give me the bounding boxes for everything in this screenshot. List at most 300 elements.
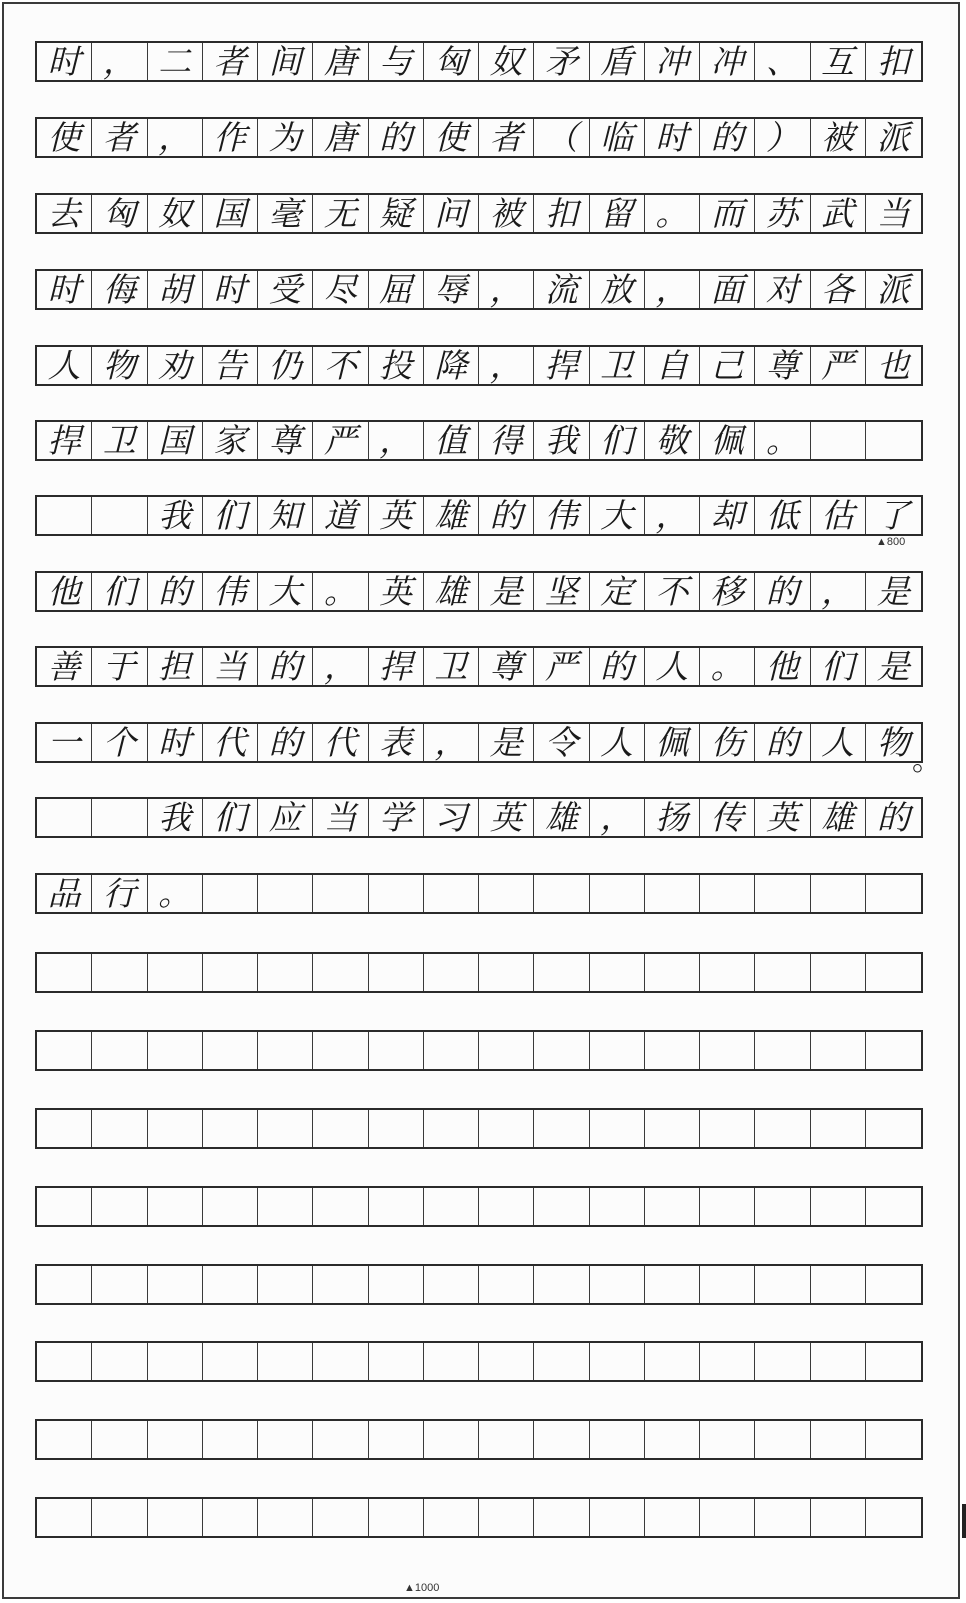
grid-cell	[148, 1188, 203, 1225]
grid-row	[35, 1497, 923, 1538]
grid-row	[35, 1186, 923, 1227]
grid-cell: 问	[424, 195, 479, 232]
grid-cell: 移	[700, 573, 755, 610]
grid-cell: 作	[203, 119, 258, 156]
grid-cell	[313, 1499, 368, 1536]
grid-cell	[811, 422, 866, 459]
grid-cell: 们	[203, 497, 258, 534]
grid-cell	[424, 1032, 479, 1069]
grid-cell: 的	[590, 648, 645, 685]
grid-cell: ，	[92, 43, 147, 80]
grid-cell: 使	[37, 119, 92, 156]
grid-cell: 是	[876, 572, 910, 611]
grid-cell: 英	[369, 573, 424, 610]
grid-cell: 人	[811, 724, 866, 761]
grid-cell: 辱	[424, 271, 479, 308]
grid-cell: 。	[755, 422, 810, 459]
grid-cell: 当	[203, 648, 258, 685]
grid-cell	[866, 1266, 921, 1303]
grid-cell: 面	[700, 271, 755, 308]
grid-cell	[811, 875, 866, 912]
grid-cell: 匈	[92, 195, 147, 232]
grid-cell	[203, 1266, 258, 1303]
grid-cell: 的	[258, 724, 313, 761]
grid-cell	[866, 1421, 921, 1458]
grid-cell	[258, 954, 313, 991]
grid-cell: 者	[479, 119, 534, 156]
grid-cell	[811, 1110, 866, 1147]
grid-cell	[534, 875, 589, 912]
grid-cell: 的	[479, 497, 534, 534]
grid-cell	[92, 799, 147, 836]
grid-cell	[645, 1343, 700, 1380]
grid-cell: 唐	[313, 43, 368, 80]
grid-cell	[313, 875, 368, 912]
grid-cell: 值	[424, 422, 479, 459]
grid-cell	[534, 1499, 589, 1536]
grid-cell	[369, 1421, 424, 1458]
grid-cell: 雄	[811, 799, 866, 836]
grid-cell	[369, 1032, 424, 1069]
grid-cell: 。	[313, 573, 368, 610]
grid-cell: 捍	[37, 422, 92, 459]
grid-cell: 而	[700, 195, 755, 232]
grid-cell: 家	[203, 422, 258, 459]
grid-cell: 受	[258, 271, 313, 308]
grid-cell	[203, 954, 258, 991]
grid-cell: 卫	[424, 648, 479, 685]
grid-cell	[313, 1032, 368, 1069]
grid-cell: 大	[258, 573, 313, 610]
grid-cell	[645, 1188, 700, 1225]
grid-cell	[258, 1266, 313, 1303]
grid-cell	[148, 1266, 203, 1303]
grid-cell	[479, 875, 534, 912]
grid-row	[35, 193, 923, 234]
grid-cell: 被	[479, 195, 534, 232]
grid-cell	[148, 954, 203, 991]
grid-cell: 时	[37, 43, 92, 80]
grid-cell	[37, 1110, 92, 1147]
grid-cell: 代	[313, 724, 368, 761]
grid-cell: 道	[313, 497, 368, 534]
grid-cell: 自	[645, 347, 700, 384]
grid-cell: 于	[92, 648, 147, 685]
grid-cell: ，	[645, 271, 700, 308]
grid-cell: 们	[590, 422, 645, 459]
grid-cell	[645, 1421, 700, 1458]
grid-cell	[811, 1421, 866, 1458]
grid-cell: 物	[876, 723, 910, 762]
grid-cell: 令	[534, 724, 589, 761]
grid-cell	[590, 1421, 645, 1458]
grid-cell	[700, 1188, 755, 1225]
grid-cell: 伤	[700, 724, 755, 761]
grid-cell	[645, 954, 700, 991]
grid-cell	[313, 1266, 368, 1303]
grid-cell: 唐	[313, 119, 368, 156]
grid-cell: 与	[369, 43, 424, 80]
grid-cell: 伟	[203, 573, 258, 610]
grid-cell: 奴	[148, 195, 203, 232]
grid-cell: 担	[148, 648, 203, 685]
grid-cell	[203, 1499, 258, 1536]
grid-cell: 他	[37, 573, 92, 610]
grid-cell: 放	[590, 271, 645, 308]
grid-cell: 武	[811, 195, 866, 232]
grid-cell	[700, 1499, 755, 1536]
grid-cell	[700, 1266, 755, 1303]
grid-cell: 伟	[534, 497, 589, 534]
grid-cell: 各	[811, 271, 866, 308]
grid-row	[35, 420, 923, 461]
grid-cell: 们	[811, 648, 866, 685]
grid-row	[35, 952, 923, 993]
grid-cell: 们	[203, 799, 258, 836]
grid-cell: 当	[313, 799, 368, 836]
grid-cell: 他	[755, 648, 810, 685]
grid-cell	[811, 1343, 866, 1380]
grid-cell	[534, 1188, 589, 1225]
grid-cell: ，	[479, 347, 534, 384]
grid-cell: 一	[37, 724, 92, 761]
grid-cell: ，	[645, 497, 700, 534]
grid-cell: ，	[811, 573, 866, 610]
grid-cell: 劝	[148, 347, 203, 384]
grid-cell: 。	[148, 875, 203, 912]
grid-row	[35, 873, 923, 914]
grid-cell	[700, 1032, 755, 1069]
grid-cell: 的	[369, 119, 424, 156]
grid-cell	[479, 1266, 534, 1303]
grid-cell	[313, 1421, 368, 1458]
grid-row	[35, 797, 923, 838]
grid-cell	[866, 1110, 921, 1147]
grid-cell: 者	[203, 43, 258, 80]
grid-row	[35, 1030, 923, 1071]
grid-cell: 得	[479, 422, 534, 459]
grid-cell	[700, 875, 755, 912]
grid-row	[35, 722, 923, 763]
grid-cell	[92, 1266, 147, 1303]
grid-cell: ，	[479, 271, 534, 308]
grid-cell: 毫	[258, 195, 313, 232]
grid-cell	[424, 1110, 479, 1147]
grid-cell: 的	[876, 798, 910, 837]
grid-cell	[37, 1421, 92, 1458]
grid-cell: 我	[148, 497, 203, 534]
grid-cell	[755, 1188, 810, 1225]
grid-row	[35, 269, 923, 310]
grid-cell	[203, 1032, 258, 1069]
grid-cell: 苏	[755, 195, 810, 232]
grid-cell	[37, 1343, 92, 1380]
grid-cell: 低	[755, 497, 810, 534]
grid-cell: 坚	[534, 573, 589, 610]
grid-cell	[534, 1343, 589, 1380]
grid-row	[35, 495, 923, 536]
grid-cell	[258, 1032, 313, 1069]
grid-cell: 我	[148, 799, 203, 836]
grid-cell	[258, 1421, 313, 1458]
grid-cell	[534, 1032, 589, 1069]
grid-cell	[369, 954, 424, 991]
grid-cell: 人	[645, 648, 700, 685]
grid-cell	[755, 1421, 810, 1458]
grid-cell	[700, 1343, 755, 1380]
page-edge-mark	[962, 1504, 966, 1538]
grid-cell	[755, 1499, 810, 1536]
grid-cell: 不	[313, 347, 368, 384]
grid-cell: 大	[590, 497, 645, 534]
grid-cell: 英	[369, 497, 424, 534]
grid-cell	[424, 875, 479, 912]
grid-row	[35, 41, 923, 82]
grid-cell	[590, 1032, 645, 1069]
grid-cell	[37, 1032, 92, 1069]
grid-cell	[424, 1266, 479, 1303]
grid-cell: 我	[534, 422, 589, 459]
grid-cell: 流	[534, 271, 589, 308]
grid-cell: 的	[148, 573, 203, 610]
grid-cell: 不	[645, 573, 700, 610]
grid-cell	[424, 1343, 479, 1380]
grid-cell: 盾	[590, 43, 645, 80]
grid-cell	[479, 1343, 534, 1380]
grid-cell: 胡	[148, 271, 203, 308]
grid-cell	[645, 875, 700, 912]
overflow-character: 。	[912, 743, 942, 778]
grid-cell	[866, 1499, 921, 1536]
grid-cell	[479, 1110, 534, 1147]
grid-cell	[313, 954, 368, 991]
grid-cell: 行	[92, 875, 147, 912]
grid-cell	[258, 1499, 313, 1536]
grid-row	[35, 1108, 923, 1149]
grid-cell: 矛	[534, 43, 589, 80]
grid-cell	[755, 1032, 810, 1069]
grid-cell	[258, 1343, 313, 1380]
grid-cell: ，	[313, 648, 368, 685]
grid-cell	[92, 1110, 147, 1147]
grid-cell	[313, 1188, 368, 1225]
grid-cell: 者	[92, 119, 147, 156]
grid-cell: 临	[590, 119, 645, 156]
grid-cell	[424, 1421, 479, 1458]
grid-row	[35, 571, 923, 612]
grid-cell: ，	[424, 724, 479, 761]
grid-cell	[369, 875, 424, 912]
grid-cell	[590, 1343, 645, 1380]
grid-cell: 冲	[700, 43, 755, 80]
grid-cell	[645, 1110, 700, 1147]
grid-cell: 也	[876, 346, 910, 385]
grid-cell	[92, 954, 147, 991]
grid-cell: 了	[876, 496, 910, 535]
grid-cell: 个	[92, 724, 147, 761]
grid-cell	[258, 1188, 313, 1225]
grid-cell: 品	[37, 875, 92, 912]
grid-cell: 尊	[755, 347, 810, 384]
grid-cell	[866, 1188, 921, 1225]
grid-cell: 严	[313, 422, 368, 459]
grid-cell	[203, 1110, 258, 1147]
grid-cell: 尊	[479, 648, 534, 685]
grid-cell	[92, 497, 147, 534]
grid-cell: 敬	[645, 422, 700, 459]
grid-cell: 英	[755, 799, 810, 836]
grid-cell: 屈	[369, 271, 424, 308]
grid-cell: 时	[37, 271, 92, 308]
grid-cell	[313, 1110, 368, 1147]
grid-cell: 知	[258, 497, 313, 534]
grid-cell	[479, 954, 534, 991]
grid-cell: 是	[479, 573, 534, 610]
grid-cell: 捍	[369, 648, 424, 685]
grid-cell	[369, 1343, 424, 1380]
grid-cell: 卫	[92, 422, 147, 459]
word-count-marker-1000: ▲1000	[404, 1582, 440, 1594]
grid-cell: 时	[148, 724, 203, 761]
grid-cell	[590, 1499, 645, 1536]
grid-cell: 时	[645, 119, 700, 156]
grid-cell	[369, 1499, 424, 1536]
grid-cell	[203, 1421, 258, 1458]
grid-row	[35, 117, 923, 158]
grid-cell	[203, 1188, 258, 1225]
grid-cell: 是	[876, 647, 910, 686]
grid-cell	[590, 875, 645, 912]
grid-cell: 估	[811, 497, 866, 534]
grid-cell: 雄	[424, 573, 479, 610]
grid-cell: 的	[700, 119, 755, 156]
grid-cell: 。	[700, 648, 755, 685]
grid-cell: 代	[203, 724, 258, 761]
grid-cell: 仍	[258, 347, 313, 384]
grid-cell	[866, 954, 921, 991]
grid-cell	[534, 1266, 589, 1303]
grid-cell	[369, 1266, 424, 1303]
grid-cell	[534, 954, 589, 991]
grid-cell: 却	[700, 497, 755, 534]
grid-cell: 佩	[700, 422, 755, 459]
grid-cell: 雄	[534, 799, 589, 836]
grid-cell	[755, 1266, 810, 1303]
grid-cell: 捍	[534, 347, 589, 384]
grid-cell: 匈	[424, 43, 479, 80]
grid-cell: 应	[258, 799, 313, 836]
grid-cell	[148, 1032, 203, 1069]
word-count-marker-800: ▲800	[876, 536, 906, 548]
grid-cell: 严	[811, 347, 866, 384]
grid-cell: 们	[92, 573, 147, 610]
grid-cell: 降	[424, 347, 479, 384]
grid-cell	[534, 1421, 589, 1458]
grid-cell	[92, 1421, 147, 1458]
grid-cell: 严	[534, 648, 589, 685]
grid-cell	[92, 1343, 147, 1380]
grid-cell	[92, 1499, 147, 1536]
grid-cell	[534, 1110, 589, 1147]
grid-cell: 己	[700, 347, 755, 384]
grid-cell	[755, 954, 810, 991]
grid-cell: 扬	[645, 799, 700, 836]
grid-cell	[424, 954, 479, 991]
grid-cell	[37, 497, 92, 534]
grid-cell	[37, 954, 92, 991]
grid-cell	[811, 1266, 866, 1303]
grid-row	[35, 345, 923, 386]
grid-cell	[590, 1188, 645, 1225]
grid-cell: 是	[479, 724, 534, 761]
grid-cell: 派	[876, 270, 910, 309]
grid-cell: 二	[148, 43, 203, 80]
grid-cell: ，	[590, 799, 645, 836]
grid-cell	[424, 1499, 479, 1536]
grid-cell	[203, 875, 258, 912]
grid-cell: 卫	[590, 347, 645, 384]
grid-cell	[866, 1343, 921, 1380]
grid-cell	[37, 799, 92, 836]
grid-cell: 去	[37, 195, 92, 232]
grid-cell: 尊	[258, 422, 313, 459]
grid-cell: 尽	[313, 271, 368, 308]
grid-cell	[645, 1499, 700, 1536]
grid-cell	[148, 1499, 203, 1536]
grid-cell: 学	[369, 799, 424, 836]
grid-cell: 时	[203, 271, 258, 308]
grid-cell: 互	[811, 43, 866, 80]
grid-cell	[479, 1188, 534, 1225]
grid-cell: 国	[203, 195, 258, 232]
grid-cell	[203, 1343, 258, 1380]
grid-cell	[424, 1188, 479, 1225]
grid-cell	[755, 1343, 810, 1380]
grid-cell: 无	[313, 195, 368, 232]
grid-cell: 、	[755, 43, 810, 80]
grid-cell: 使	[424, 119, 479, 156]
grid-cell: ，	[148, 119, 203, 156]
grid-cell	[148, 1421, 203, 1458]
grid-row	[35, 1264, 923, 1305]
grid-cell	[866, 422, 921, 459]
grid-cell: 物	[92, 347, 147, 384]
grid-cell	[148, 1110, 203, 1147]
grid-cell	[148, 1343, 203, 1380]
grid-cell	[369, 1110, 424, 1147]
grid-cell	[590, 1266, 645, 1303]
grid-cell: 的	[258, 648, 313, 685]
grid-cell	[590, 954, 645, 991]
grid-cell: 奴	[479, 43, 534, 80]
grid-cell	[811, 1499, 866, 1536]
grid-cell: 传	[700, 799, 755, 836]
grid-cell	[479, 1421, 534, 1458]
grid-cell	[37, 1266, 92, 1303]
grid-cell	[37, 1499, 92, 1536]
grid-row	[35, 646, 923, 687]
grid-row	[35, 1341, 923, 1382]
grid-cell	[811, 954, 866, 991]
grid-cell: ，	[369, 422, 424, 459]
grid-cell: 派	[876, 118, 910, 157]
grid-cell: 国	[148, 422, 203, 459]
grid-cell	[811, 1188, 866, 1225]
grid-cell: 为	[258, 119, 313, 156]
grid-cell: 疑	[369, 195, 424, 232]
grid-cell: 侮	[92, 271, 147, 308]
grid-cell	[479, 1499, 534, 1536]
